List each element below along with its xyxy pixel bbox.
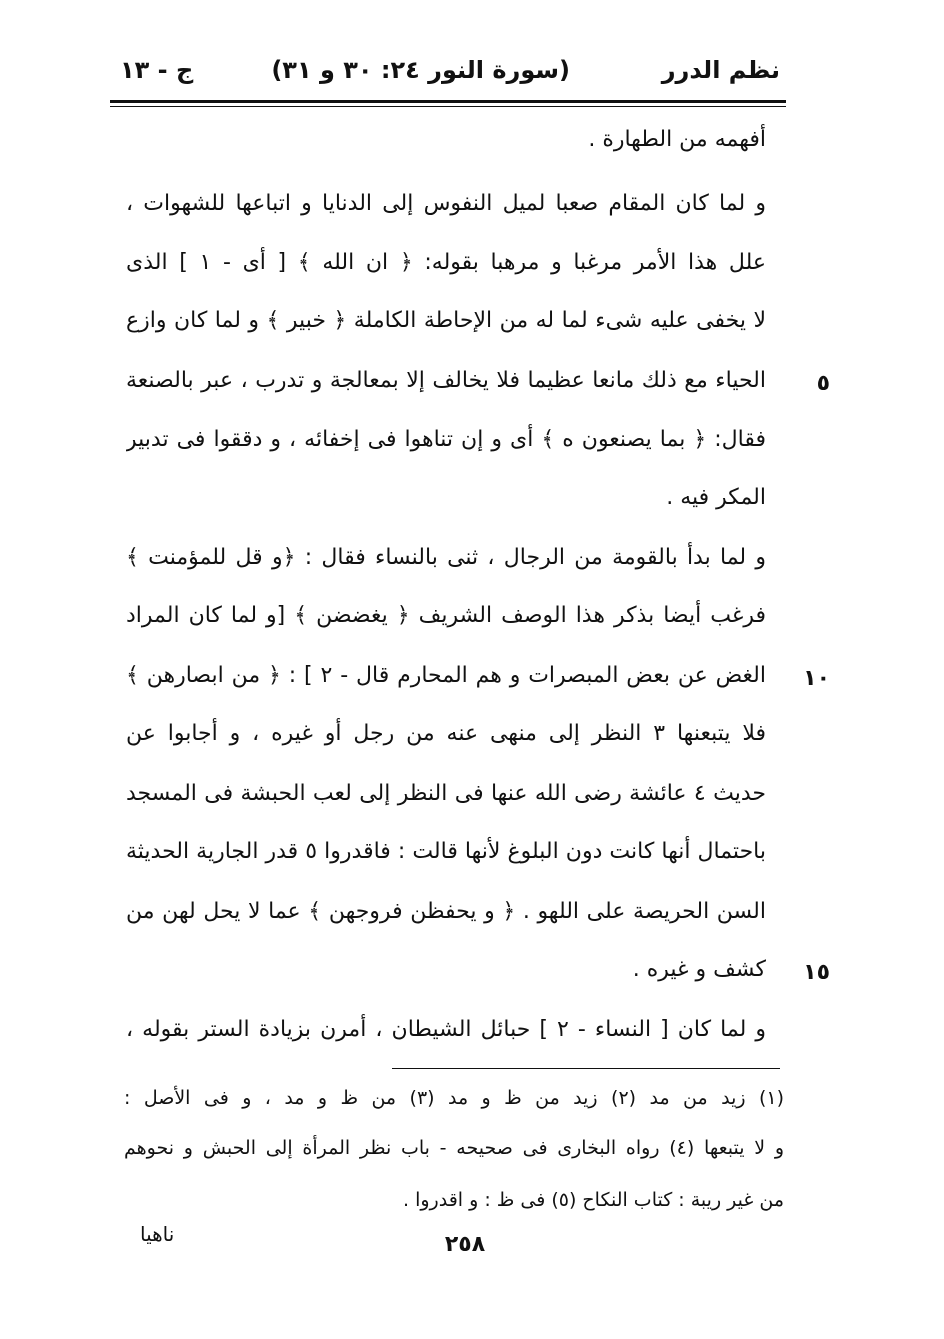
line-number: ١٥ (803, 960, 830, 985)
text-line: المكر فيه . (666, 485, 766, 510)
line-number: ١٠ (803, 666, 830, 691)
text-line: الغض عن بعض المبصرات و هم المحارم قال - ٢ ] : ﴿ من ابصارهن ﴾ (126, 663, 766, 688)
header-rule-thick (110, 100, 786, 103)
line-number: ٥ (816, 371, 830, 396)
text-line: فلا يتبعنها ٣ النظر إلى منهى عنه من رجل أو غيره ، و أجابوا عن (126, 721, 766, 746)
running-header (120, 52, 780, 92)
text-line: باحتمال أنها كانت دون البلوغ لأنها قالت : فاقدروا ٥ قدر الجارية الحديثة (126, 839, 766, 864)
text-line: الحياء مع ذلك مانعا عظيما فلا يخالف إلا بمعالجة و تدرب ، عبر بالصنعة (126, 368, 766, 393)
text-line: أفهمه من الطهارة . (588, 127, 766, 152)
text-line: و لما كان [ النساء - ٢ ] حبائل الشيطان ، أمرن بزيادة الستر بقوله ، (126, 1017, 766, 1042)
text-line: فرغب أيضا بذكر هذا الوصف الشريف ﴿ يغضضن ﴾ [و لما كان المراد (126, 603, 766, 628)
publisher-mark: ناهيا (140, 1222, 175, 1246)
page-number: ٢٥٨ (444, 1232, 486, 1257)
text-line: السن الحريصة على اللهو . ﴿ و يحفظن فروجهن ﴾ عما لا يحل لهن من (126, 899, 766, 924)
text-line: كشف و غيره . (632, 957, 766, 982)
header-rule-thin (110, 106, 786, 107)
surah-reference: (سورة النور ٢٤: ٣٠ و ٣١) (271, 56, 570, 84)
book-title: نظم الدرر (661, 56, 780, 84)
footnote-line: من غير ريبة : كتاب النكاح (٥) فى ظ : و اقدروا . (403, 1189, 784, 1211)
text-line: حديث ٤ عائشة رضى الله عنها فى النظر إلى لعب الحبشة فى المسجد (126, 781, 766, 806)
footnote-separator (392, 1068, 780, 1069)
volume-number: ج - ١٣ (120, 56, 194, 84)
text-line: فقال: ﴿ بما يصنعون ه ﴾ أى و إن تناهوا فى إخفائه ، و دققوا فى تدبير (126, 427, 766, 452)
footnote-line: (١) زيد من مد (٢) زيد من ظ و مد (٣) من ظ و مد ، و فى الأصل : (124, 1087, 784, 1109)
text-line: و لما كان المقام صعبا لميل النفوس إلى الدنايا و اتباعها للشهوات ، (126, 191, 766, 216)
text-line: علل هذا الأمر مرغبا و مرهبا بقوله: ﴿ ان الله ﴾ [ أى - ١ ] الذى (126, 250, 766, 275)
text-line: لا يخفى عليه شىء لما له من الإحاطة الكاملة ﴿ خبير ﴾ و لما كان وازع (126, 308, 766, 333)
footnote-line: و لا يتبعها (٤) رواه البخارى فى صحيحه - باب نظر المرأة إلى الحبش و نحوهم (124, 1137, 784, 1159)
text-line: و لما بدأ بالقومة من الرجال ، ثنى بالنساء فقال : ﴿و قل للمؤمنت ﴾ (126, 545, 766, 570)
